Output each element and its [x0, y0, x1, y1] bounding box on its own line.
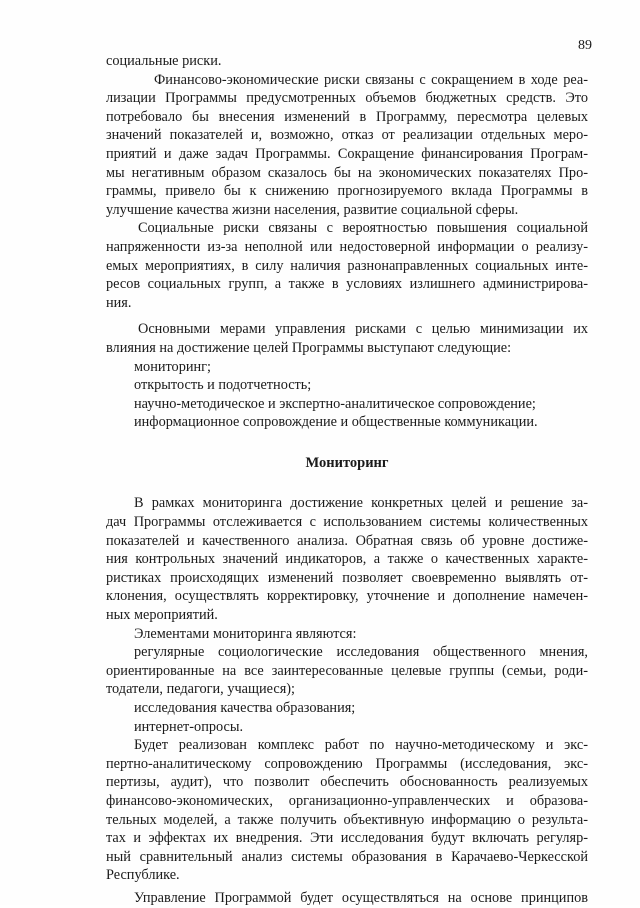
- text-line: ориентированные на все заинтересованные целевые группы (семьи, роди-: [106, 662, 588, 679]
- text-line: тах и эффектах их внедрения. Эти исследования будут включать регуляр-: [106, 830, 588, 847]
- text-line: мониторинг;: [134, 358, 211, 375]
- text-line: Финансово-экономические риски связаны с сокращением в ходе реа-: [154, 71, 588, 88]
- body-text: [106, 52, 588, 908]
- text-line: Управление Программой будет осуществляться на основе принципов: [134, 889, 588, 906]
- paragraph-gap: [106, 432, 588, 454]
- section-heading: Мониторинг: [305, 454, 389, 471]
- paragraph-gap: [106, 312, 588, 320]
- text-line: регулярные социологические исследования общественного мнения,: [134, 644, 588, 661]
- text-line: напряженности из-за неполной или недостоверной информации о реализу-: [106, 238, 588, 255]
- page-number: 89: [578, 38, 592, 53]
- paragraph-gap: [106, 472, 588, 494]
- text-line: емых мероприятиях, в силу наличия разнонаправленных социальных инте-: [106, 257, 588, 274]
- text-line: показателей и качественного анализа. Обратная связь об уровне достиже-: [106, 532, 588, 549]
- text-line: дач Программы отслеживается с использованием системы количественных: [106, 514, 588, 531]
- text-line: пертизы, аудит), что позволит обеспечить обоснованность реализуемых: [106, 774, 588, 791]
- text-line: лизации Программы предусмотренных объемов бюджетных средств. Это: [106, 90, 588, 107]
- text-line: Социальные риски связаны с вероятностью повышения социальной: [138, 220, 588, 237]
- text-line: граммы, привело бы к снижению прогнозируемого вклада Программы в: [106, 183, 588, 200]
- text-line: улучшение качества жизни населения, развитие социальной сферы.: [106, 201, 519, 218]
- text-line: ный сравнительный анализ системы образования в Карачаево-Черкесской: [106, 848, 588, 865]
- text-line: исследования качества образования;: [134, 700, 356, 716]
- text-line: ристиках происходящих изменений позволяет своевременно выявлять от-: [106, 569, 588, 586]
- text-line: социальные риски.: [106, 53, 222, 69]
- text-line: тельных моделей, а также получить объективную информацию о результа-: [106, 811, 588, 828]
- text-line: значений показателей и, возможно, отказ от реализации отдельных меро-: [106, 127, 588, 144]
- text-line: влияния на достижение целей Программы выступают следующие:: [106, 339, 512, 356]
- text-line: мы негативным образом сказалось бы на экономических показателях Про-: [106, 164, 588, 181]
- text-line: Республике.: [106, 867, 180, 884]
- text-line: Элементами мониторинга являются:: [134, 625, 357, 642]
- text-line: интернет-опросы.: [134, 718, 244, 735]
- text-line: ния.: [106, 294, 132, 311]
- text-line: финансово-экономических, организационно-управленческих и образова-: [106, 792, 588, 809]
- text-line: тодатели, педагоги, учащиеся);: [106, 681, 296, 698]
- text-line: клонения, осуществлять корректировку, уточнение и дополнение намечен-: [106, 588, 588, 605]
- text-line: научно-методическое и экспертно-аналитическое сопровождение;: [134, 395, 536, 412]
- text-line: потребовало бы внесения изменений в Программу, пересмотра целевых: [106, 108, 588, 125]
- text-line: Будет реализован комплекс работ по научно-методическому и экс-: [134, 737, 588, 754]
- text-line: В рамках мониторинга достижение конкретных целей и решение за-: [134, 495, 588, 512]
- text-line: информационное сопровождение и общественные коммуникации.: [134, 414, 538, 431]
- text-line: ресов социальных групп, а также в условиях излишнего администрирова-: [106, 276, 588, 293]
- text-line: ных мероприятий.: [106, 607, 218, 624]
- text-line: ния контрольных значений индикаторов, а также о качественных характе-: [106, 551, 588, 568]
- text-line: приятий и даже задач Программы. Сокращение финансирования Програм-: [106, 145, 588, 162]
- text-line: Основными мерами управления рисками с целью минимизации их: [138, 321, 588, 338]
- text-line: пертно-аналитическому сопровождению Программы (исследования, экс-: [106, 755, 588, 772]
- text-line: открытость и подотчетность;: [134, 377, 312, 394]
